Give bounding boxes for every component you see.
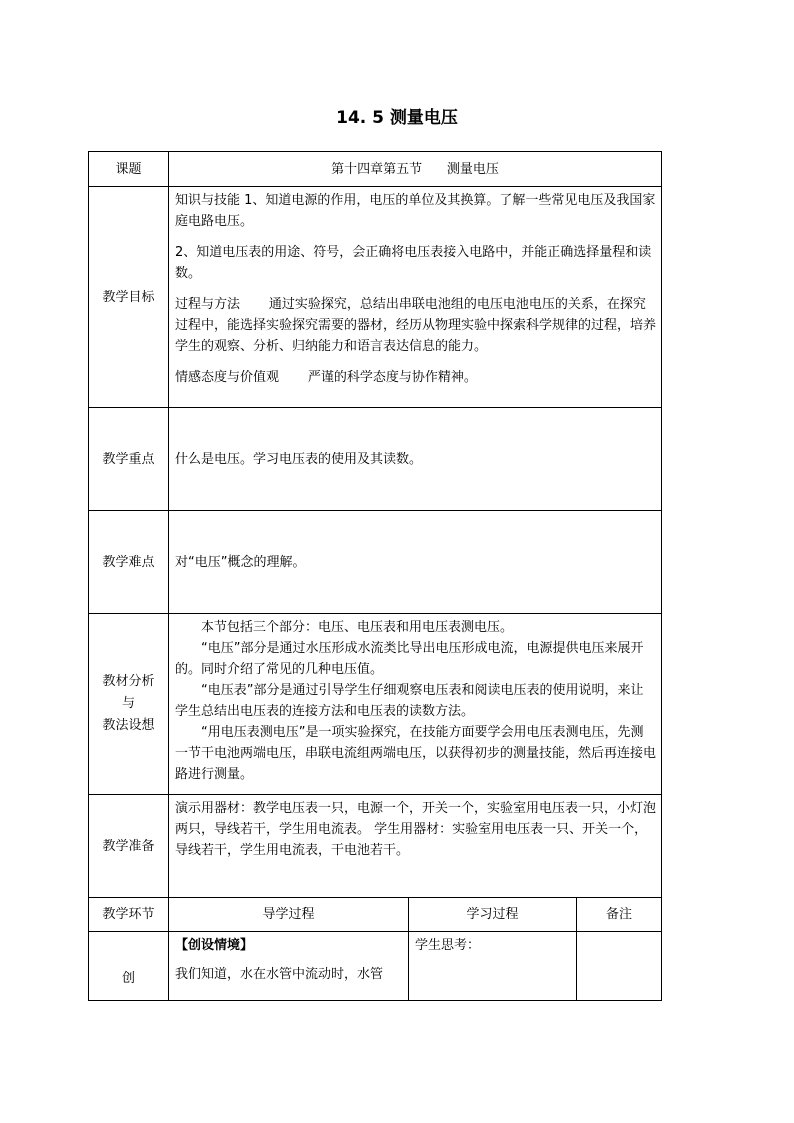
analysis-label-line2: 与 (121, 696, 135, 711)
analysis-p2: “电压”部分是通过水压形成水流类比导出电压形成电流，电源提供电压来展开的。同时介绍了常见的几种电压值。 (175, 641, 644, 677)
create-remarks (577, 932, 662, 1001)
material-analysis-content (169, 614, 662, 795)
difficulties-label: 教学难点 (89, 511, 169, 614)
create-scenario-heading: 【创设情境】 (175, 938, 254, 953)
row-subject (89, 152, 662, 187)
row-teaching-goals (89, 187, 662, 408)
analysis-p1: 本节包括三个部分：电压、电压表和用电压表测电压。 (201, 620, 514, 635)
material-analysis-label (89, 614, 169, 795)
header-remarks: 备注 (577, 898, 662, 932)
subject-value: 第十四章第五节 测量电压 (169, 152, 662, 187)
analysis-label-line1: 教材分析 (102, 674, 155, 689)
header-learning-process: 学习过程 (409, 898, 577, 932)
preparation-value: 演示用器材：教学电压表一只，电源一个，开关一个，实验室用电压表一只，小灯泡两只，导线若干，学生用电流表。 学生用器材：实验室用电压表一只、开关一个，导线若干，学生用电流表，干电池若干。 (169, 795, 662, 898)
goals-process-methods: 过程与方法 通过实验探究，总结出串联电池组的电压电池电压的关系，在探究过程中，能选择实验探究需要的器材，经历从物理实验中探索科学规律的过程，培养学生的观察、分析、归纳能力和语言表达信息的能力。 (175, 297, 657, 354)
difficulties-value: 对“电压”概念的理解。 (169, 511, 662, 614)
goals-knowledge-skills: 知识与技能 1、知道电源的作用，电压的单位及其换算。了解一些常见电压及我国家庭电路电压。 (175, 193, 656, 229)
row-difficulties (89, 511, 662, 614)
row-create-scenario (89, 932, 662, 1001)
key-points-label: 教学重点 (89, 408, 169, 511)
teaching-goals-content (169, 187, 662, 408)
create-scenario-text: 我们知道，水在水管中流动时，水管 (175, 967, 384, 982)
create-stage-text: 创 (121, 971, 135, 986)
page-title: 14. 5 测量电压 (336, 108, 458, 128)
lesson-plan-table (88, 151, 662, 1001)
create-student-content: 学生思考： (409, 932, 577, 1001)
row-column-headers (89, 898, 662, 932)
row-preparation (89, 795, 662, 898)
analysis-p4: “用电压表测电压”是一项实验探究，在技能方面要学会用电压表测电压，先测一节干电池两端电压，串联电流组两端电压，以获得初步的测量技能，然后再连接电路进行测量。 (175, 725, 657, 782)
header-teaching-stage: 教学环节 (89, 898, 169, 932)
goals-attitude-values: 情感态度与价值观 严谨的科学态度与协作精神。 (175, 370, 477, 385)
create-stage-label (89, 932, 169, 1001)
preparation-label: 教学准备 (89, 795, 169, 898)
row-key-points (89, 408, 662, 511)
row-material-analysis (89, 614, 662, 795)
analysis-p3: “电压表”部分是通过引导学生仔细观察电压表和阅读电压表的使用说明，来让学生总结出电压表的连接方法和电压表的读数方法。 (175, 683, 644, 719)
teaching-goals-label: 教学目标 (89, 187, 169, 408)
key-points-value: 什么是电压。学习电压表的使用及其读数。 (169, 408, 662, 511)
goals-knowledge-skills-2: 2、知道电压表的用途、符号，会正确将电压表接入电路中，并能正确选择量程和读数。 (175, 245, 652, 281)
analysis-label-line3: 教法设想 (102, 718, 155, 733)
subject-label: 课题 (89, 152, 169, 187)
header-guided-process: 导学过程 (169, 898, 409, 932)
create-guided-content (169, 932, 409, 1001)
